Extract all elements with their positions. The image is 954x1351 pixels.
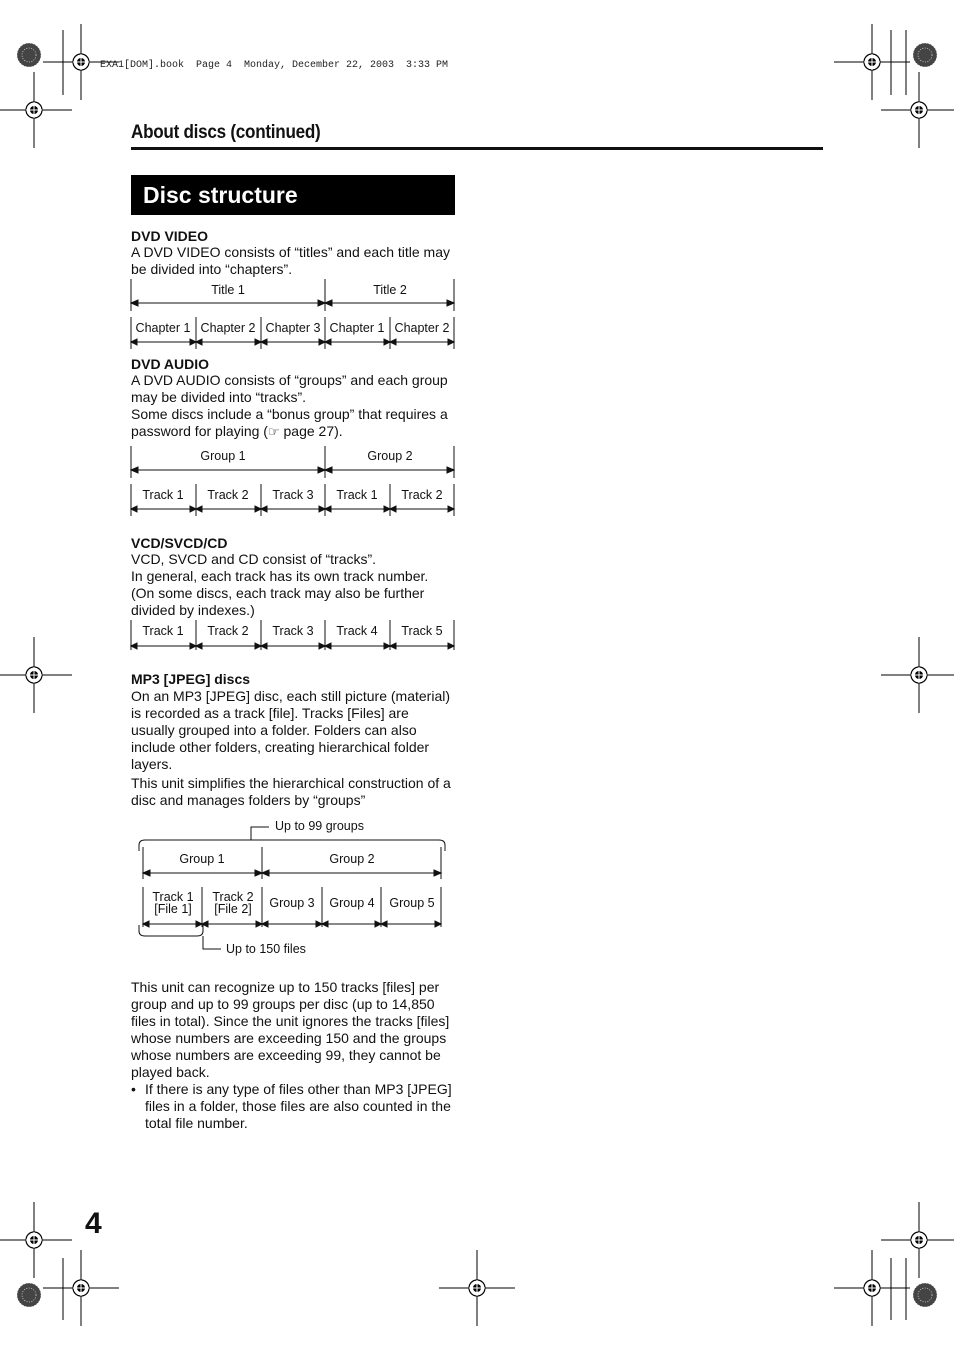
- mp3-item-sublabel: [File 2]: [214, 902, 252, 916]
- vcd-heading: VCD/SVCD/CD: [131, 535, 228, 551]
- mp3-group-label: Group 2: [329, 852, 375, 866]
- dvd-chapter-label: Chapter 2: [394, 321, 450, 335]
- mp3-text2: This unit simplifies the hierarchical construction of a disc and manages folders by “groups”: [131, 775, 451, 808]
- vcd-track-label: Track 3: [272, 624, 314, 638]
- mp3-item-label: Track 1: [152, 890, 194, 904]
- up-to-150-files-label: Up to 150 files: [226, 942, 306, 956]
- dvd-video-heading: DVD VIDEO: [131, 228, 209, 244]
- vcd-diagram: [131, 620, 455, 652]
- vcd-text: VCD, SVCD and CD consist of “tracks”.: [131, 551, 377, 567]
- mp3-item-sublabel: [File 1]: [154, 902, 192, 916]
- dvd-audio-text2: Some discs include a “bonus group” that requires a password for playing (☞ page 27).: [131, 406, 448, 440]
- mp3-text: On an MP3 [JPEG] disc, each still picture (material) is recorded as a track [file]. Tracks [Files] are usually grouped into a folder. Folders can also include other folders, creating hierarchical folder layers.: [131, 688, 450, 772]
- dvd-chapter-label: Chapter 1: [329, 321, 385, 335]
- mp3-diagram: [131, 815, 455, 960]
- dvd-video-diagram: [131, 279, 455, 351]
- vcd-text2: In general, each track has its own track number. (On some discs, each track may also be further divided by indexes.): [131, 568, 429, 618]
- dvd-audio-track-label: Track 3: [272, 488, 314, 502]
- vcd-track-label: Track 4: [336, 624, 378, 638]
- dvd-audio-track-label: Track 1: [142, 488, 184, 502]
- vcd-track-label: Track 2: [207, 624, 249, 638]
- dvd-video-text: A DVD VIDEO consists of “titles” and each title may be divided into “chapters”.: [131, 244, 451, 277]
- pointing-hand-icon: ☞: [267, 425, 280, 440]
- file-header: EXA1[DOM].book Page 4 Monday, December 22, 2003 3:33 PM: [100, 60, 449, 71]
- dvd-chapter-label: Chapter 1: [135, 321, 191, 335]
- vcd-track-label: Track 1: [142, 624, 184, 638]
- dvd-audio-group-label: Group 1: [200, 449, 246, 463]
- dvd-audio-track-label: Track 2: [401, 488, 443, 502]
- dvd-audio-diagram: [131, 446, 455, 518]
- dvd-audio-group-label: Group 2: [367, 449, 413, 463]
- page-title: Disc structure: [131, 175, 455, 215]
- dvd-audio-heading: DVD AUDIO: [131, 356, 210, 372]
- mp3-item-label: Group 4: [329, 896, 375, 910]
- mp3-bullet-text: If there is any type of files other than MP3 [JPEG] files in a folder, those files are also counted in the total file number.: [145, 1081, 452, 1131]
- section-rule: [131, 147, 823, 150]
- dvd-chapter-label: Chapter 2: [200, 321, 256, 335]
- mp3-text3: This unit can recognize up to 150 tracks [files] per group and up to 99 groups per disc (up to 14,850 files in total). Since the unit ignores the tracks [files] whose numbers are exceeding 150 and the groups whose numbers are exceeding 99, they cannot be played back.: [131, 979, 450, 1080]
- mp3-item-label: Track 2: [212, 890, 254, 904]
- dvd-title-label: Title 1: [211, 283, 245, 297]
- mp3-item-label: Group 5: [389, 896, 435, 910]
- page-number: 4: [85, 1207, 102, 1240]
- dvd-chapter-label: Chapter 3: [265, 321, 321, 335]
- mp3-item-label: Group 3: [269, 896, 315, 910]
- section-title: About discs (continued): [131, 122, 321, 143]
- vcd-track-label: Track 5: [401, 624, 443, 638]
- dvd-title-label: Title 2: [373, 283, 407, 297]
- up-to-99-groups-label: Up to 99 groups: [275, 819, 364, 833]
- mp3-group-label: Group 1: [179, 852, 225, 866]
- bullet-marker: •: [131, 1081, 136, 1097]
- mp3-heading: MP3 [JPEG] discs: [131, 671, 251, 687]
- dvd-audio-text: A DVD AUDIO consists of “groups” and each group may be divided into “tracks”.: [131, 372, 448, 405]
- dvd-audio-track-label: Track 2: [207, 488, 249, 502]
- dvd-audio-track-label: Track 1: [336, 488, 378, 502]
